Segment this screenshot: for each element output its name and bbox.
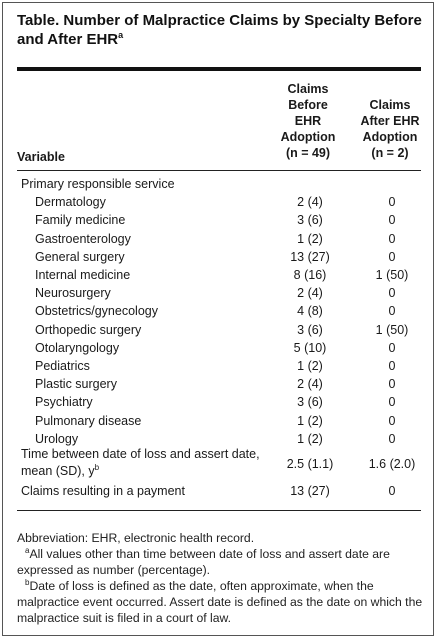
footnotes [17, 530, 427, 626]
cell-after: 0 [388, 413, 396, 428]
cell-after: 1.6 (2.0) [368, 457, 416, 471]
table-row [17, 230, 421, 248]
table-row [17, 357, 421, 375]
cell-after: 1 (50) [375, 268, 409, 282]
cell-before: 2 (4) [297, 377, 323, 392]
row-label: Dermatology [35, 195, 106, 210]
header-claims-after: Claims After EHR Adoption (n = 2) [360, 98, 420, 160]
row-label: Time between date of loss and assert date, mean (SD), $y^b$ [21, 447, 260, 478]
row-label: Plastic surgery [35, 377, 117, 392]
cell-before: 1 (2) [297, 231, 323, 246]
row-label: Otolaryngology [35, 340, 120, 355]
cell-after: 0 [388, 231, 396, 246]
row-label: Urology [35, 431, 79, 446]
cell-before: 2 (4) [297, 286, 323, 301]
cell-before: 5 (10) [293, 340, 327, 355]
cell-before: 1 (2) [297, 431, 323, 446]
cell-after: 0 [388, 431, 396, 446]
table-row-time [17, 446, 421, 482]
cell-before: 3 (6) [297, 395, 323, 410]
table-figure [2, 2, 434, 636]
header-bottom-rule [17, 170, 421, 171]
cell-after: 0 [388, 359, 396, 373]
header-top-rule [17, 67, 421, 71]
cell-after: 0 [388, 395, 396, 410]
footnote-a: $^a$All values other than time between date of loss and assert date are expressed as number (percentage). [17, 545, 390, 577]
row-label: Obstetrics/gynecology [35, 304, 158, 319]
cell-after: 0 [388, 195, 396, 210]
table-row [17, 302, 421, 320]
cell-before: 1 (2) [297, 413, 323, 428]
table-row [17, 284, 421, 302]
cell-before: 3 (6) [297, 322, 323, 337]
table-row [17, 339, 421, 357]
row-label: Gastroenterology [35, 231, 131, 246]
cell-after: 0 [388, 377, 396, 392]
table-row [17, 175, 421, 193]
cell-after: 0 [388, 484, 396, 498]
row-label: Primary responsible service [21, 177, 175, 191]
cell-before: 3 (6) [297, 213, 323, 228]
footnote-abbreviation: Abbreviation: EHR, electronic health record. [17, 531, 255, 545]
table-row [17, 375, 421, 393]
header-claims-before: Claims Before EHR Adoption (n = 49) [280, 82, 336, 160]
cell-after: 0 [388, 340, 396, 355]
row-label: General surgery [35, 249, 125, 264]
row-label: Claims resulting in a payment [21, 484, 185, 498]
cell-before: 8 (16) [293, 268, 327, 282]
table-row-payment [17, 482, 421, 500]
row-label: Pediatrics [35, 359, 90, 373]
row-label: Family medicine [35, 213, 126, 228]
row-label: Internal medicine [35, 268, 131, 282]
cell-after: 1 (50) [375, 322, 409, 337]
row-label: Psychiatry [35, 395, 93, 410]
table-row [17, 266, 421, 284]
cell-after: 0 [388, 304, 396, 319]
cell-before: 13 (27) [290, 484, 330, 498]
table-row [17, 193, 421, 211]
table-bottom-rule [17, 510, 421, 511]
cell-before: 1 (2) [297, 359, 323, 373]
cell-after: 0 [388, 213, 396, 228]
table-title: Table. Number of Malpractice Claims by Specialty Before and After EHR$^a$ [17, 12, 422, 48]
table-row [17, 211, 421, 229]
cell-before: 4 (8) [297, 304, 323, 319]
cell-before: 2 (4) [297, 195, 323, 210]
cell-before: 13 (27) [290, 249, 330, 264]
title-footnote-mark: a [118, 30, 124, 40]
table-row [17, 393, 421, 411]
cell-before: 2.5 (1.1) [286, 457, 334, 471]
table-row [17, 321, 421, 339]
row-label: Neurosurgery [35, 286, 111, 301]
row-label: Pulmonary disease [35, 413, 142, 428]
footnote-b: $^b$Date of loss is defined as the date, often approximate, when the malpractice event occurred. Assert date is defined as the date on which the malpractice suit is filed in a court of law. [17, 577, 423, 625]
table-row [17, 248, 421, 266]
header-variable: Variable [17, 150, 65, 164]
cell-after: 0 [388, 286, 396, 301]
cell-after: 0 [388, 249, 396, 264]
row-label: Orthopedic surgery [35, 322, 142, 337]
table-row [17, 412, 421, 430]
